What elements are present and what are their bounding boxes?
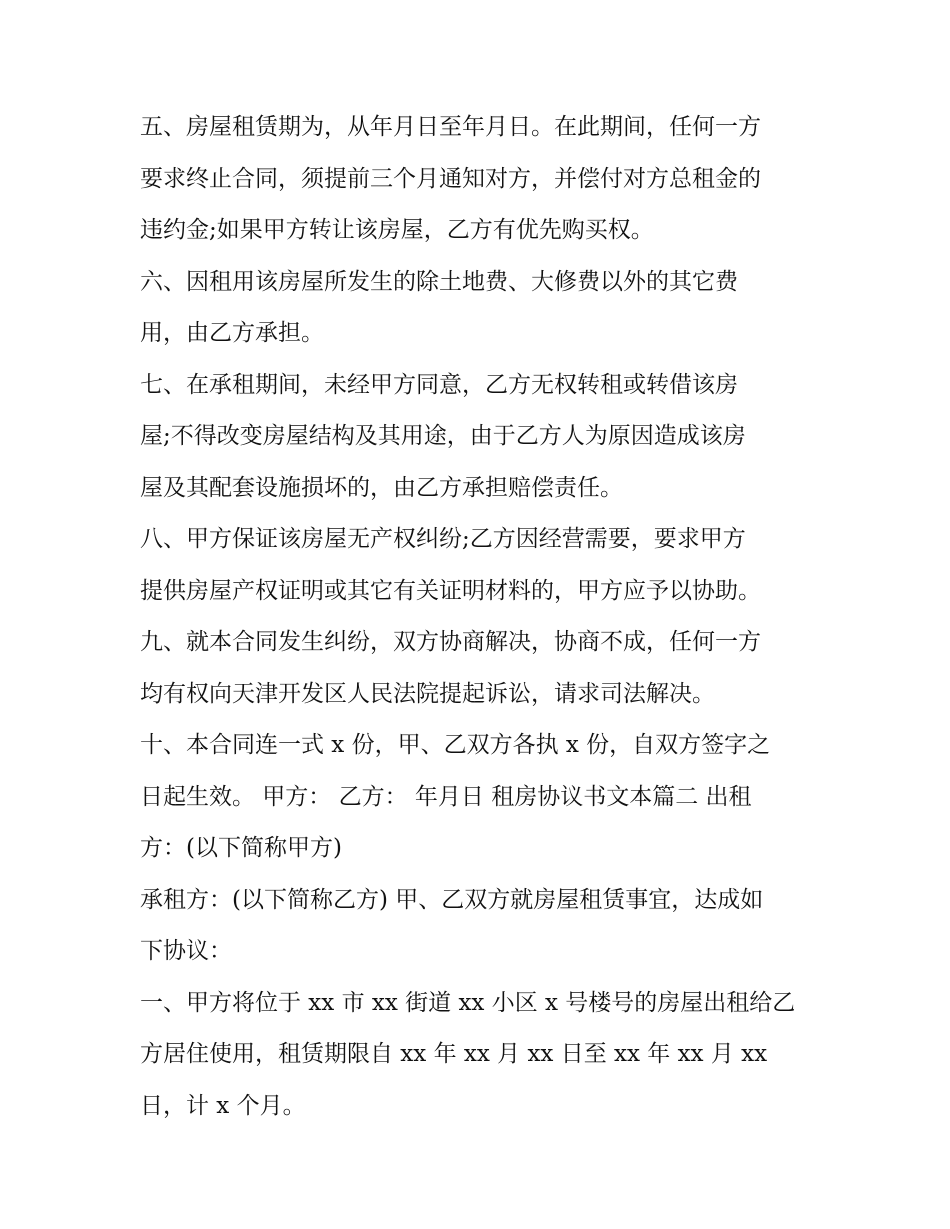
text-line: 一、甲方将位于 xx 市 xx 街道 xx 小区 x 号楼号的房屋出租给乙 (140, 989, 796, 1016)
text-line: 提供房屋产权证明或其它有关证明材料的，甲方应予以协助。 (140, 577, 761, 604)
text-line: 违约金;如果甲方转让该房屋，乙方有优先购买权。 (140, 217, 654, 243)
text-line: 日，计 x 个月。 (140, 1092, 306, 1119)
text-line: 屋;不得改变房屋结构及其用途，由于乙方人为原因造成该房 (140, 423, 746, 449)
text-line: 方：(以下简称甲方) (140, 835, 342, 861)
text-line: 八、甲方保证该房屋无产权纠纷;乙方因经营需要，要求甲方 (140, 526, 746, 552)
text-line: 下协议： (140, 938, 232, 964)
text-line: 用，由乙方承担。 (140, 320, 324, 346)
text-line: 屋及其配套设施损坏的，由乙方承担赔偿责任。 (140, 474, 623, 501)
document-body (140, 102, 830, 1132)
text-line: 承租方：(以下简称乙方) 甲、乙双方就房屋租赁事宜，达成如 (140, 886, 764, 913)
text-line: 七、在承租期间，未经甲方同意，乙方无权转租或转借该房 (140, 371, 738, 398)
text-line: 六、因租用该房屋所发生的除土地费、大修费以外的其它费 (140, 268, 738, 295)
text-line: 十、本合同连一式 x 份，甲、乙双方各执 x 份，自双方签字之 (140, 732, 771, 758)
text-line: 九、就本合同发生纠纷，双方协商解决，协商不成，任何一方 (140, 629, 761, 655)
text-line: 要求终止合同，须提前三个月通知对方，并偿付对方总租金的 (140, 165, 761, 192)
text-line: 五、房屋租赁期为，从年月日至年月日。在此期间，任何一方 (140, 114, 761, 140)
text-line: 方居住使用，租赁期限自 xx 年 xx 月 xx 日至 xx 年 xx 月 xx (140, 1041, 768, 1067)
text-line: 日起生效。 甲方： 乙方： 年月日 租房协议书文本篇二 出租 (140, 783, 752, 810)
text-line: 均有权向天津开发区人民法院提起诉讼，请求司法解决。 (140, 680, 715, 707)
